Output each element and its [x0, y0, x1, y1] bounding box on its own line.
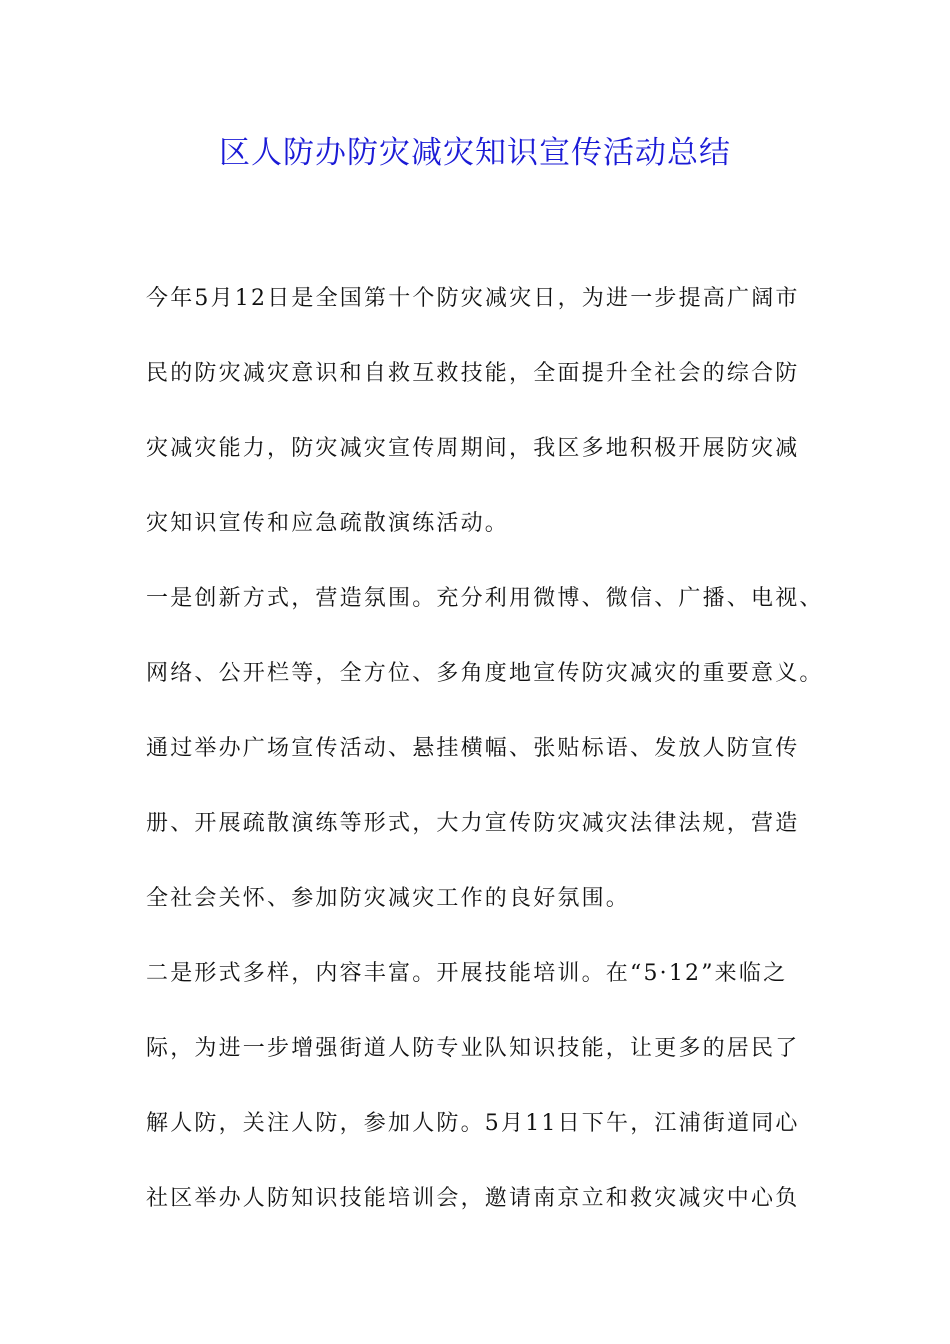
body-line: 灾知识宣传和应急疏散演练活动。: [146, 511, 510, 536]
body-line: 解人防，关注人防，参加人防。5月11日下午，江浦街道同心: [146, 1111, 800, 1136]
body-line: 册、开展疏散演练等形式，大力宣传防灾减灾法律法规，营造: [146, 811, 800, 836]
body-line: 社区举办人防知识技能培训会，邀请南京立和救灾减灾中心负: [146, 1186, 800, 1211]
document-title: 区人防办防灾减灾知识宣传活动总结: [219, 135, 731, 171]
body-line: 一是创新方式，营造氛围。充分利用微博、微信、广播、电视、: [146, 586, 824, 611]
body-line: 全社会关怀、参加防灾减灾工作的良好氛围。: [146, 886, 631, 911]
body-line: 灾减灾能力，防灾减灾宣传周期间，我区多地积极开展防灾减: [146, 436, 800, 461]
body-line: 际，为进一步增强街道人防专业队知识技能，让更多的居民了: [146, 1036, 800, 1061]
document-body: [146, 261, 836, 1236]
body-line: 民的防灾减灾意识和自救互救技能，全面提升全社会的综合防: [146, 361, 800, 386]
body-line: 二是形式多样，内容丰富。开展技能培训。在“5·12”来临之: [146, 961, 788, 986]
body-line: 今年5月12日是全国第十个防灾减灾日，为进一步提高广阔市: [146, 286, 800, 311]
body-line: 通过举办广场宣传活动、悬挂横幅、张贴标语、发放人防宣传: [146, 736, 800, 761]
body-line: 网络、公开栏等，全方位、多角度地宣传防灾减灾的重要意义。: [146, 661, 824, 686]
